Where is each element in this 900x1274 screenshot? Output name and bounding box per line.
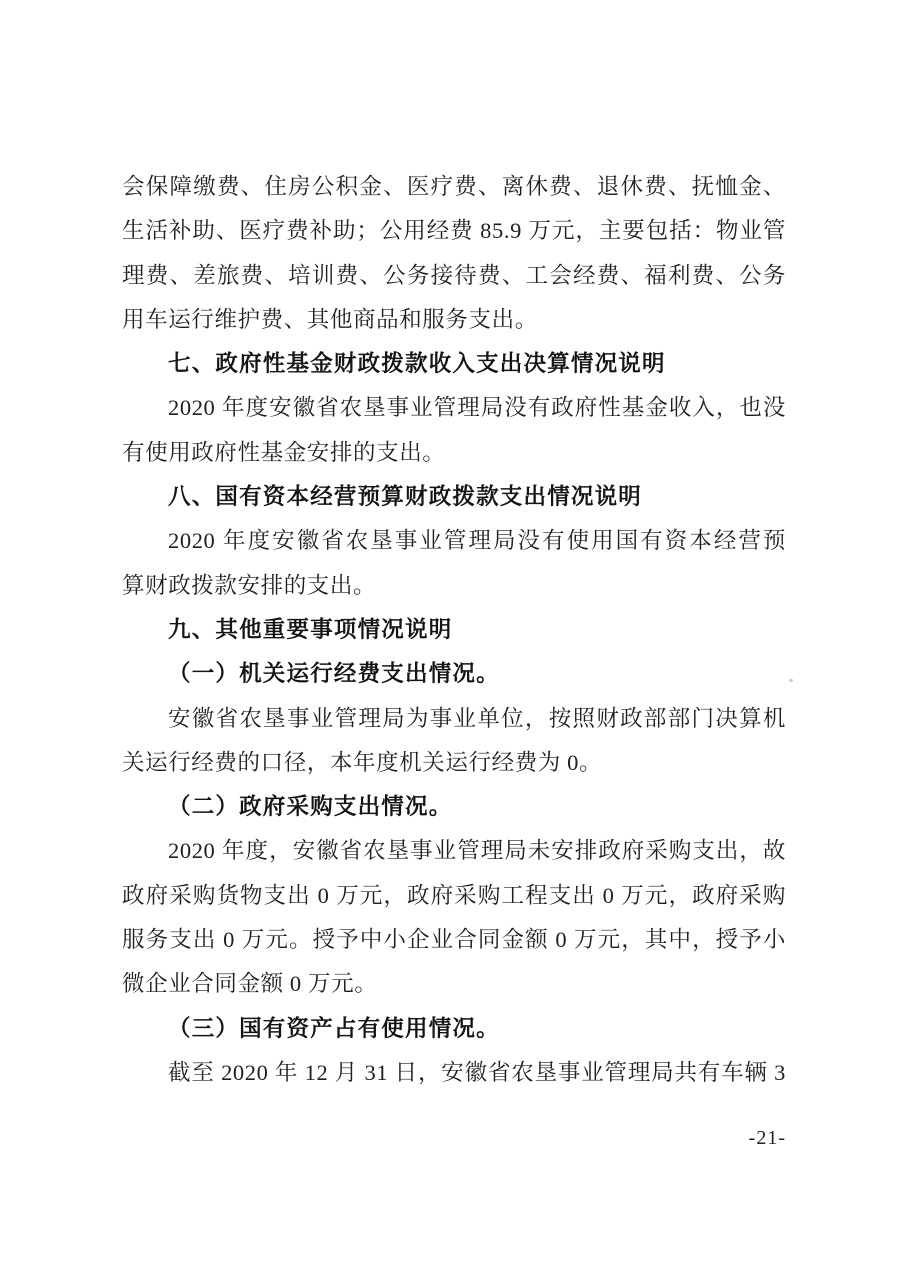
paragraph-line: 生活补助、医疗费补助；公用经费 85.9 万元，主要包括：物业管: [122, 218, 786, 244]
paragraph-line: 政府采购货物支出 0 万元，政府采购工程支出 0 万元，政府采购: [122, 882, 786, 908]
subsection-heading: （一）机关运行经费支出情况。: [168, 661, 500, 687]
section-heading: 八、国有资本经营预算财政拨款支出情况说明: [168, 484, 643, 510]
paragraph-line: 2020 年度安徽省农垦事业管理局没有政府性基金收入，也没: [168, 395, 786, 421]
section-heading: 七、政府性基金财政拨款收入支出决算情况说明: [168, 351, 666, 377]
paragraph-line: 用车运行维护费、其他商品和服务支出。: [122, 306, 538, 332]
paragraph-line: 服务支出 0 万元。授予中小企业合同金额 0 万元，其中，授予小: [122, 927, 786, 953]
scan-artifact-dot: [789, 679, 793, 682]
paragraph-line: 理费、差旅费、培训费、公务接待费、工会经费、福利费、公务: [122, 262, 786, 288]
section-heading: 九、其他重要事项情况说明: [168, 616, 453, 642]
paragraph-line: 有使用政府性基金安排的支出。: [122, 439, 446, 465]
page-number: -21-: [748, 1127, 786, 1149]
document-body: [122, 165, 786, 1095]
paragraph-line: 会保障缴费、住房公积金、医疗费、离休费、退休费、抚恤金、: [122, 174, 786, 199]
paragraph-line: 关运行经费的口径，本年度机关运行经费为 0。: [122, 749, 603, 775]
paragraph-line: 微企业合同金额 0 万元。: [122, 971, 378, 997]
paragraph-line: 截至 2020 年 12 月 31 日，安徽省农垦事业管理局共有车辆 3: [168, 1059, 786, 1085]
paragraph-line: 2020 年度安徽省农垦事业管理局没有使用国有资本经营预: [168, 528, 786, 554]
paragraph-line: 安徽省农垦事业管理局为事业单位，按照财政部部门决算机: [168, 705, 786, 731]
subsection-heading: （二）政府采购支出情况。: [168, 794, 453, 820]
paragraph-line: 算财政拨款安排的支出。: [122, 572, 377, 598]
subsection-heading: （三）国有资产占有使用情况。: [168, 1015, 500, 1041]
paragraph-line: 2020 年度，安徽省农垦事业管理局未安排政府采购支出，故: [168, 838, 786, 864]
